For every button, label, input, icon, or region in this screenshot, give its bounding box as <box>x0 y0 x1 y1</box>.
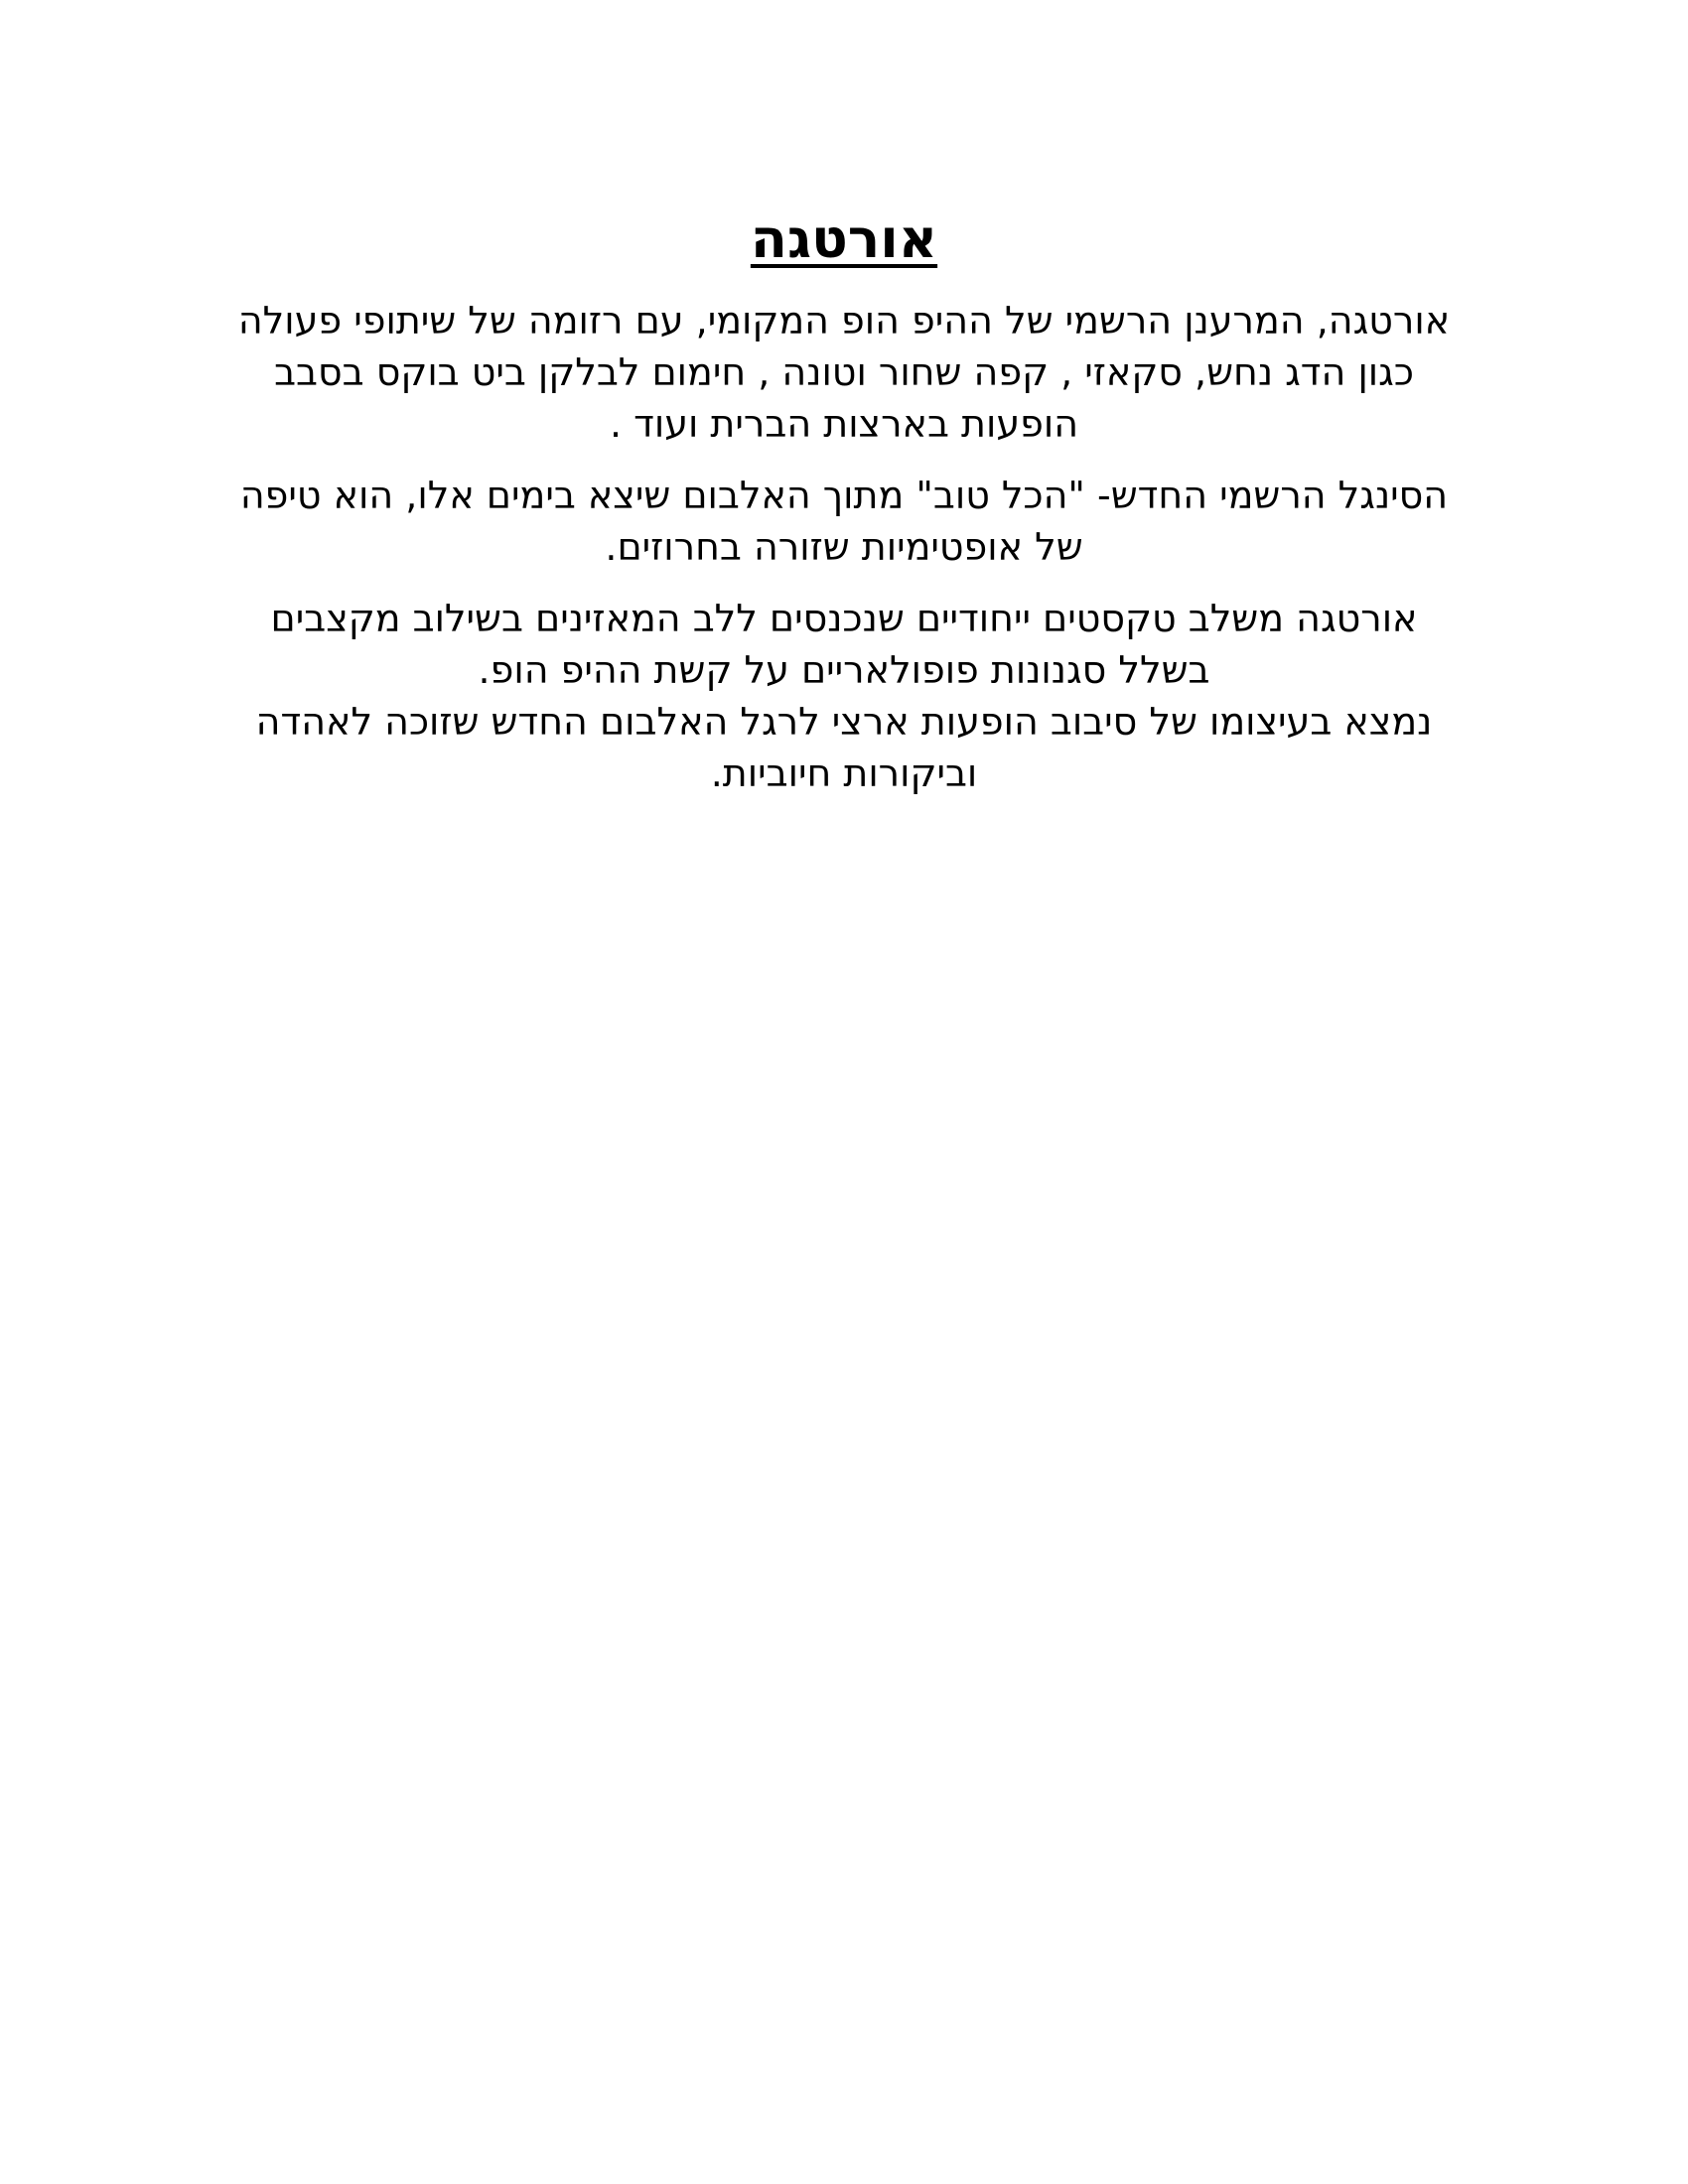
paragraph-line: בשלל סגנונות פופולאריים על קשת ההיפ הופ. <box>478 648 1210 692</box>
paragraph-style-and-tour <box>194 593 1494 799</box>
paragraph-single <box>194 470 1494 573</box>
paragraph-line: הסינגל הרשמי החדש- "הכל טוב" מתוך האלבום שיצא בימים אלו, הוא טיפה <box>239 474 1449 517</box>
paragraph-intro <box>194 295 1494 450</box>
paragraph-line: נמצא בעיצומו של סיבוב הופעות ארצי לרגל האלבום החדש שזוכה לאהדה <box>255 700 1433 744</box>
paragraph-line: כגון הדג נחש, סקאזי , קפה שחור וטונה , חימום לבלקן ביט בוקס בסבב <box>274 350 1414 394</box>
paragraph-line: של אופטימיות שזורה בחרוזים. <box>605 525 1083 569</box>
paragraph-line: אורטגה משלב טקסטים ייחודיים שנכנסים ללב המאזינים בשילוב מקצבים <box>270 597 1418 640</box>
paragraph-line: הופעות בארצות הברית ועוד . <box>609 402 1079 446</box>
document-title: אורטגה <box>750 207 938 270</box>
paragraph-line: אורטגה, המרענן הרשמי של ההיפ הופ המקומי, עם רזומה של שיתופי פעולה <box>237 299 1451 342</box>
document-body <box>194 204 1494 819</box>
paragraph-line: וביקורות חיוביות. <box>710 751 978 795</box>
